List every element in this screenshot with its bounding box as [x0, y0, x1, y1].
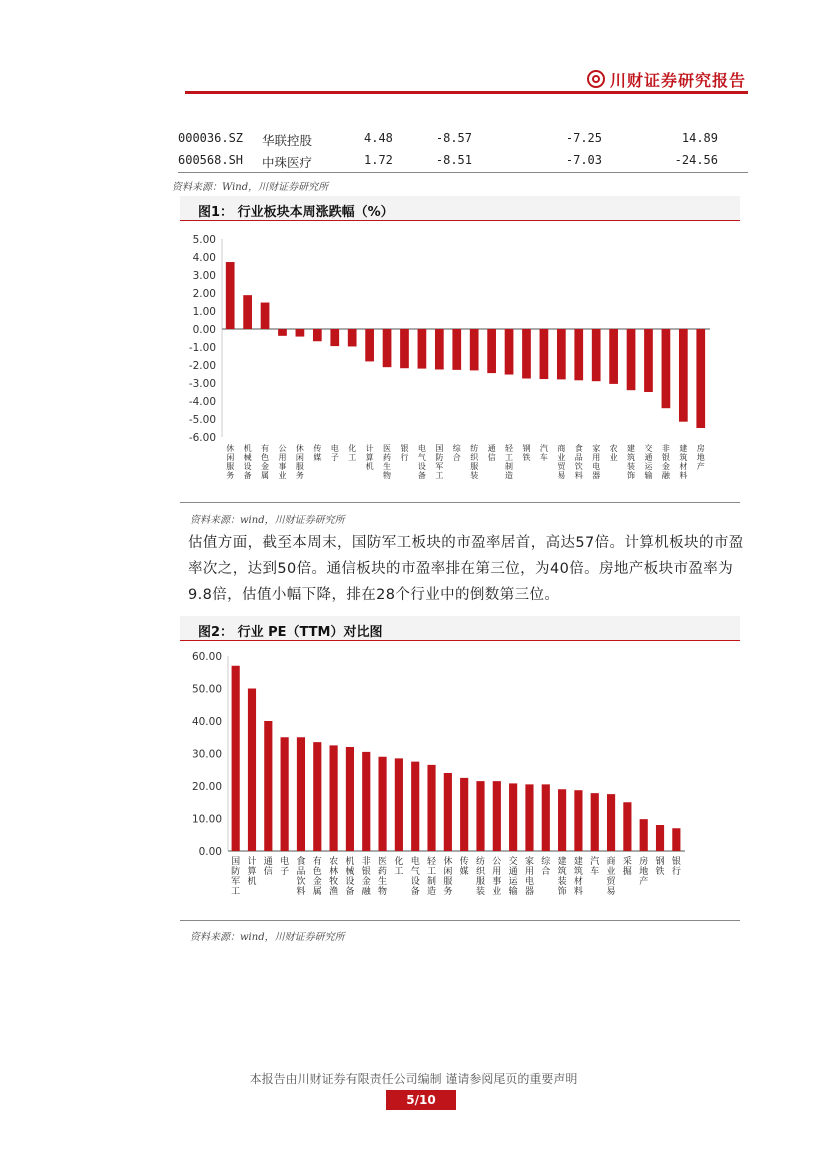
bar: [522, 329, 531, 379]
bar: [558, 789, 566, 851]
bar: [365, 329, 374, 361]
bar: [644, 329, 653, 392]
table-row: [178, 153, 748, 173]
x-tick-label: 综合: [541, 857, 551, 877]
bar: [672, 828, 680, 851]
bar: [476, 781, 484, 851]
bar: [609, 329, 618, 384]
bar: [591, 793, 599, 851]
bar: [574, 790, 582, 851]
bar: [348, 329, 357, 346]
x-tick-label: 计算机: [365, 444, 374, 471]
x-tick-label: 建筑装饰: [627, 444, 636, 480]
x-tick-label: 食品饮料: [296, 857, 306, 897]
x-tick-label: 商业贸易: [557, 444, 566, 480]
bar: [261, 303, 270, 329]
x-tick-label: 传媒: [313, 444, 322, 462]
bar: [493, 781, 501, 851]
bar: [557, 329, 566, 379]
x-tick-label: 采掘: [622, 857, 632, 877]
bar: [232, 666, 240, 851]
x-tick-label: 综合: [452, 444, 461, 462]
bar: [574, 329, 583, 380]
bar: [525, 784, 533, 851]
brand-title: 川财证券研究报告: [610, 71, 747, 90]
footer-disclaimer: 本报告由川财证券有限责任公司编制 谨请参阅尾页的重要声明: [249, 1072, 578, 1086]
x-tick-label: 房地产: [639, 857, 649, 887]
bar: [427, 765, 435, 851]
figure2-title-rule: [180, 640, 740, 641]
x-tick-label: 电气设备: [410, 857, 420, 897]
bar: [330, 745, 338, 851]
x-tick-label: 电子: [330, 444, 339, 462]
x-tick-label: 建筑装饰: [557, 857, 567, 897]
y-tick-label: -2.00: [188, 360, 216, 372]
bar: [411, 762, 419, 851]
bar: [296, 329, 305, 337]
bar: [592, 329, 601, 381]
x-tick-label: 国防军工: [231, 857, 241, 897]
cell-value: -8.51: [435, 153, 472, 167]
bar: [313, 329, 322, 341]
bar: [607, 794, 615, 851]
cell-value: -24.56: [674, 153, 718, 167]
x-tick-label: 银行: [400, 444, 409, 462]
x-tick-label: 通信: [263, 857, 273, 877]
cell-name: 华联控股: [262, 133, 313, 148]
y-tick-label: -3.00: [188, 378, 216, 390]
x-tick-label: 房地产: [696, 444, 705, 471]
x-tick-label: 通信: [487, 444, 496, 462]
valuation-paragraph: 估值方面，截至本周末，国防军工板块的市盈率居首，高达57倍。计算机板块的市盈率次之，达到50倍。通信板块的市盈率排在第三位，为40倍。房地产板块市盈率为9.8倍，估值小幅下降，排在28个行业中的倒数第三位。: [188, 535, 744, 603]
bar: [623, 802, 631, 851]
x-tick-label: 汽车: [539, 444, 548, 462]
x-tick-label: 钢铁: [522, 444, 531, 462]
x-tick-label: 国防军工: [435, 444, 444, 480]
x-tick-label: 家用电器: [524, 857, 534, 897]
figure1-chart: [180, 226, 740, 496]
x-tick-label: 传媒: [459, 857, 469, 877]
y-tick-label: -6.00: [188, 432, 216, 444]
y-tick-label: 5.00: [192, 234, 216, 246]
bar: [243, 295, 252, 329]
x-tick-label: 休闲服务: [443, 857, 453, 897]
bar: [418, 329, 427, 369]
y-tick-label: 0.00: [198, 846, 222, 858]
header-rule: [185, 91, 748, 94]
x-tick-label: 电子: [280, 857, 290, 877]
bar: [278, 329, 287, 336]
figure1-title-rule: [180, 220, 740, 221]
y-tick-label: 0.00: [192, 324, 216, 336]
bar: [656, 825, 664, 851]
x-tick-label: 有色金属: [261, 444, 270, 480]
bar: [330, 329, 339, 346]
x-tick-label: 非银金融: [361, 857, 371, 897]
x-tick-label: 商业贸易: [606, 857, 616, 897]
x-tick-label: 有色金属: [312, 857, 322, 897]
bar: [540, 329, 549, 379]
bar: [226, 262, 235, 329]
y-tick-label: -4.00: [188, 396, 216, 408]
y-tick-label: 30.00: [191, 748, 222, 761]
figure1-source: 资料来源：wind，川财证券研究所: [190, 515, 345, 526]
table-source: 资料来源：Wind，川财证券研究所: [172, 182, 329, 193]
x-tick-label: 食品饮料: [574, 444, 583, 480]
bar: [281, 737, 289, 851]
bar: [400, 329, 409, 368]
bar: [679, 329, 688, 422]
x-tick-label: 交通运输: [508, 857, 518, 897]
x-tick-label: 计算机: [247, 857, 257, 887]
x-tick-label: 化工: [348, 444, 357, 462]
cell-value: -8.57: [435, 131, 472, 145]
page-number: 5/10: [386, 1090, 456, 1110]
x-tick-label: 休闲服务: [295, 444, 304, 480]
bar: [662, 329, 671, 408]
bar: [383, 329, 392, 367]
y-tick-label: 60.00: [191, 651, 222, 663]
bar: [444, 773, 452, 851]
chuancai-logo-icon: [587, 70, 605, 88]
x-tick-label: 医药生物: [383, 444, 392, 480]
bar: [452, 329, 461, 370]
figure1-bottom-rule: [180, 502, 740, 503]
y-tick-label: 40.00: [191, 716, 222, 728]
y-tick-label: -1.00: [188, 342, 216, 354]
x-tick-label: 纺织服装: [470, 444, 479, 480]
y-tick-label: 4.00: [192, 252, 216, 264]
y-tick-label: 50.00: [191, 683, 222, 696]
figure2-source: 资料来源：wind，川财证券研究所: [190, 932, 345, 943]
cell-code: 000036.SZ: [178, 131, 244, 145]
y-tick-label: -5.00: [188, 414, 216, 426]
cell-code: 600568.SH: [178, 153, 244, 167]
y-tick-label: 10.00: [191, 813, 222, 826]
x-tick-label: 纺织服装: [475, 857, 486, 897]
bar: [487, 329, 496, 373]
bar: [313, 742, 321, 851]
x-tick-label: 轻工制造: [505, 444, 514, 480]
x-tick-label: 农业: [609, 444, 618, 462]
table-row: [178, 131, 748, 151]
bar: [346, 747, 354, 851]
x-tick-label: 建筑材料: [573, 857, 583, 897]
x-tick-label: 公用事业: [278, 444, 287, 480]
cell-value: 1.72: [364, 153, 393, 167]
bar: [470, 329, 479, 370]
cell-name: 中珠医疗: [262, 155, 313, 170]
x-tick-label: 建筑材料: [679, 444, 688, 480]
cell-value: 14.89: [681, 131, 718, 145]
bar: [395, 758, 403, 851]
bar: [362, 752, 370, 851]
x-tick-label: 化工: [394, 857, 404, 877]
x-tick-label: 休闲服务: [226, 444, 235, 480]
bar: [460, 778, 468, 851]
bar: [696, 329, 705, 428]
x-tick-label: 机械设备: [345, 857, 355, 897]
x-tick-label: 家用电器: [592, 444, 601, 480]
x-tick-label: 医药生物: [378, 857, 388, 897]
figure1-title: 图1： 行业板块本周涨跌幅（%）: [198, 205, 394, 220]
y-tick-label: 2.00: [192, 288, 216, 300]
bar: [435, 329, 444, 370]
x-tick-label: 非银金融: [661, 444, 670, 480]
y-tick-label: 20.00: [191, 781, 222, 793]
bar: [640, 819, 648, 851]
y-tick-label: 3.00: [192, 270, 216, 282]
cell-value: -7.03: [565, 153, 602, 167]
cell-value: -7.25: [565, 131, 602, 145]
x-tick-label: 银行: [671, 857, 681, 877]
figure2-bottom-rule: [180, 920, 740, 921]
x-tick-label: 农林牧渔: [329, 857, 339, 897]
cell-value: 4.48: [364, 131, 393, 145]
bar: [509, 783, 517, 851]
bar: [264, 721, 272, 851]
bar: [297, 737, 305, 851]
bar: [627, 329, 636, 390]
bar: [542, 784, 550, 851]
x-tick-label: 机械设备: [243, 444, 252, 480]
x-tick-label: 轻工制造: [427, 857, 437, 897]
x-tick-label: 汽车: [590, 857, 600, 877]
x-tick-label: 公用事业: [492, 857, 502, 897]
figure2-title: 图2： 行业 PE（TTM）对比图: [198, 625, 383, 640]
y-tick-label: 1.00: [192, 306, 216, 318]
x-tick-label: 电气设备: [417, 444, 426, 480]
table-bottom-rule: [178, 172, 748, 173]
bar: [248, 689, 256, 852]
bar: [505, 329, 514, 375]
figure2-chart: [180, 646, 740, 916]
x-tick-label: 交通运输: [644, 444, 653, 480]
x-tick-label: 钢铁: [655, 857, 665, 877]
bar: [378, 757, 386, 851]
